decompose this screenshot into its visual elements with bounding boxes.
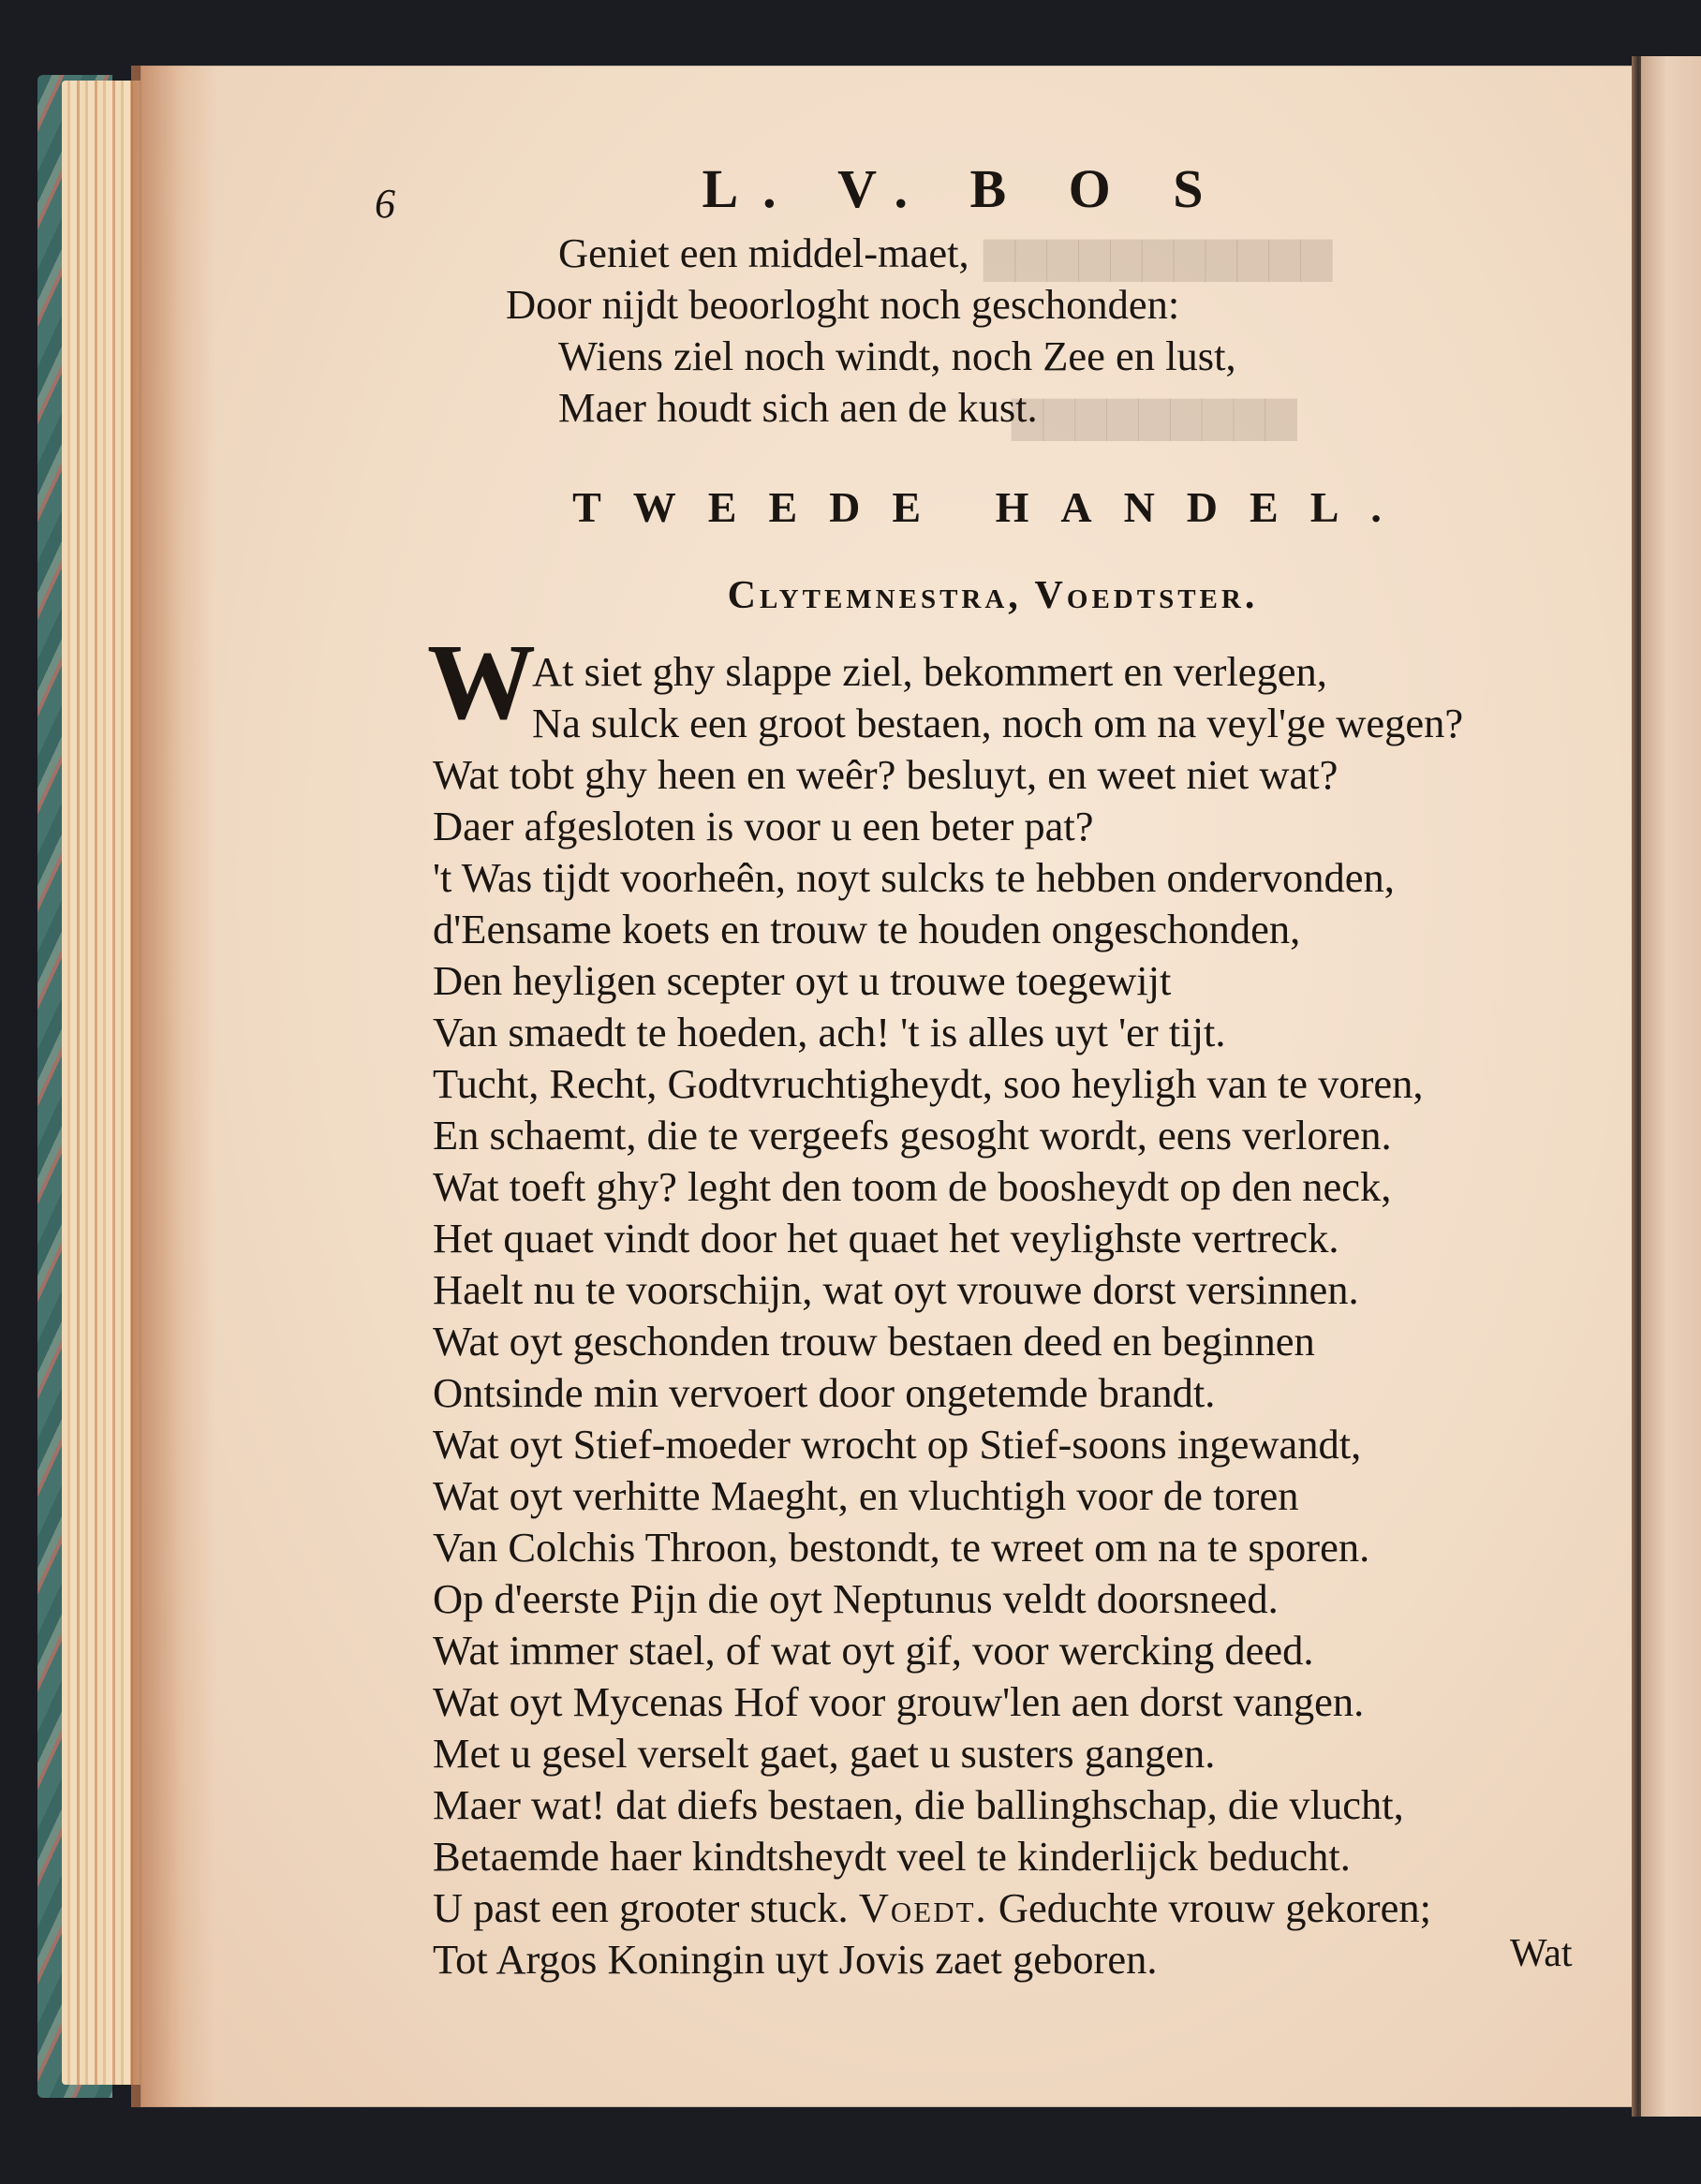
verse-line: Na sulck een groot bestaen, noch om na veyl'ge wegen? [532,700,1464,746]
verse-line [433,1882,1463,1934]
page-number: 6 [375,181,395,227]
verse-line: Wat tobt ghy heen en weêr? besluyt, en weet niet wat? [433,751,1339,798]
verse-line: Van smaedt te hoeden, ach! 't is alles uyt 'er tijt. [433,1009,1226,1055]
verse-line: Betaemde haer kindtsheydt veel te kinderlijck beducht. [433,1833,1351,1880]
top-verse [506,228,1236,434]
act-heading: TWEEDE HANDEL. [572,483,1413,531]
verse-line: Tot Argos Koningin uyt Jovis zaet geboren. [433,1936,1158,1983]
verse-line: Geniet een middel-maet, [558,229,969,276]
verse-line: At siet ghy slappe ziel, bekommert en verlegen, [532,648,1327,695]
verse-line: d'Eensame koets en trouw te houden ongeschonden, [433,906,1301,952]
running-head: L. V. B O S [702,158,1228,219]
verse-line: Wat oyt Stief-moeder wrocht op Stief-soons ingewandt, [433,1421,1362,1468]
verse-line: Maer houdt sich aen de kust. [558,384,1038,431]
verse-line: Wat oyt geschonden trouw bestaen deed en beginnen [433,1318,1315,1365]
verse-line: Op d'eerste Pijn die oyt Neptunus veldt doorsneed. [433,1575,1279,1622]
verse-fragment: Geduchte vrouw gekoren; [998,1884,1431,1931]
verse-line: Den heyligen scepter oyt u trouwe toegewijt [433,957,1172,1004]
verse-line: Met u gesel verselt gaet, gaet u susters gangen. [433,1730,1216,1777]
verse-line: Maer wat! dat diefs bestaen, die ballinghschap, die vlucht, [433,1781,1404,1828]
verse-line: Tucht, Recht, Godtvruchtigheydt, soo heyligh van te voren, [433,1060,1424,1107]
verse-line: Wat oyt verhitte Maeght, en vluchtigh voor de toren [433,1472,1299,1519]
bleed-through: ▇▇▇▇▇▇▇▇▇▇▇ [984,235,1333,281]
speaker-names: Clytemnestra, Voedtster. [727,574,1259,617]
verse-line: Wiens ziel noch windt, noch Zee en lust, [558,332,1236,379]
verse-line: En schaemt, die te vergeefs gesoght wordt, eens verloren. [433,1112,1392,1158]
drop-cap: W [427,623,536,743]
verse-line: 't Was tijdt voorheên, noyt sulcks te hebben ondervonden, [433,854,1395,901]
verse-line: Haelt nu te voorschijn, wat oyt vrouwe dorst versinnen. [433,1266,1359,1313]
bleed-through: ▇▇▇▇▇▇▇▇▇ [1012,394,1297,440]
verse-line: Het quaet vindt door het quaet het veylighste vertreck. [433,1215,1339,1262]
main-verse [433,646,1463,1985]
verse-line: Wat oyt Mycenas Hof voor grouw'len aen dorst vangen. [433,1678,1365,1725]
verse-line: Van Colchis Throon, bestondt, te wreet om na te sporen. [433,1524,1370,1571]
verse-line: Wat toeft ghy? leght den toom de boosheydt op den neck, [433,1163,1392,1210]
verse-line: Wat immer stael, of wat oyt gif, voor wercking deed. [433,1627,1314,1674]
verse-line: Door nijdt beoorloght noch geschonden: [506,281,1180,328]
verse-fragment: U past een grooter stuck. [433,1884,849,1931]
speaker-cue: Voedt. [858,1884,988,1931]
verse-line: Ontsinde min vervoert door ongetemde brandt. [433,1369,1216,1416]
catchword: Wat [1510,1932,1573,1975]
verse-line: Daer afgesloten is voor u een beter pat? [433,803,1094,849]
